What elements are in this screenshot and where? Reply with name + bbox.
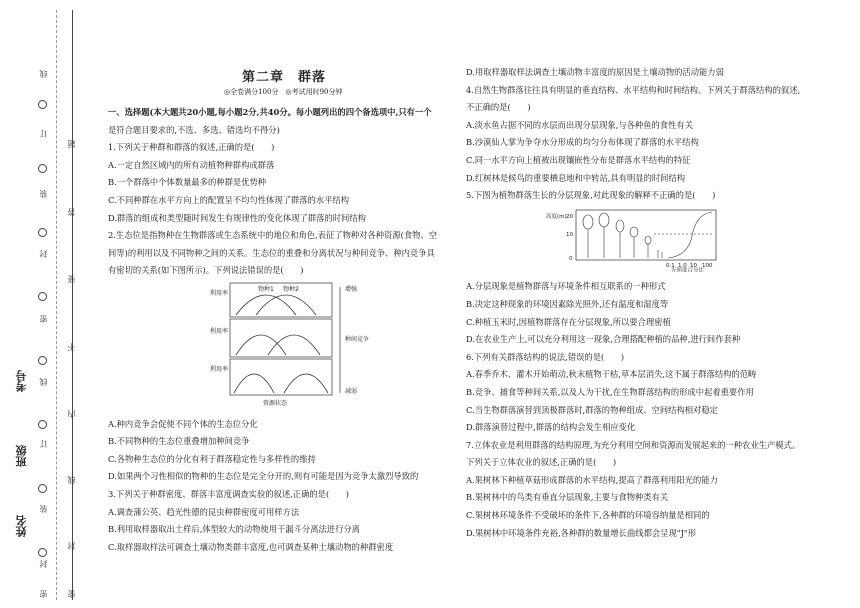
- text-line: D.群落的组成和类型随时间发生有规律性的变化体现了群落的时间结构: [108, 212, 366, 223]
- text-line: 6.下列有关群落结构的说法,错误的是( ): [466, 351, 625, 362]
- binding-dashed-line: [56, 10, 57, 600]
- text-line: D.红树林是候鸟的重要栖息地和中转站,具有明显的时间结构: [466, 172, 686, 183]
- name-label: 姓名: [15, 515, 28, 537]
- text-line: B.沙漠仙人掌为争夺水分形成的均匀分布体现了群落的水平结构: [466, 137, 699, 148]
- text-line: 4.自然生物群落往往具有明显的垂直结构、水平结构和时间结构。下列关于群落结构的叙述,: [466, 84, 801, 95]
- text-line: 5.下图为植物群落生长的分层现象,对此现象的解释不正确的是( ): [466, 190, 716, 201]
- section-heading: 一、选择题(本大题共20小题,每小题2分,共40分。每小题列出的四个备选项中,只有一个: [108, 107, 432, 117]
- arrow-bottom-label: 减弱: [345, 387, 358, 395]
- binding-inner-char: 内: [67, 410, 76, 418]
- species-2-label: 物种2: [283, 285, 299, 293]
- text-line: C.种植玉米时,因植物群落存在分层现象,所以要合理密植: [466, 316, 671, 327]
- binding-inner-char: 不: [67, 343, 76, 351]
- text-line: 不正确的是( ): [466, 102, 531, 113]
- text-line: A.春季乔木、灌木开始萌动,秋末植物干枯,草本层消失,这不属于群落结构的范畴: [466, 369, 757, 380]
- x-tick: 0.1: [666, 262, 675, 269]
- text-line: D.如果两个习性相似的物种的生态位是完全分开的,则有可能是因为竞争太激烈导致的: [108, 471, 419, 482]
- text-line: 间等)的利用以及不同物种之间的关系。生态位的重叠和分离状况与种间竞争、种内竞争具: [108, 247, 435, 258]
- species-1-label: 物种1: [258, 285, 274, 293]
- binding-inner-char: 线: [67, 476, 76, 484]
- text-line: A.淡水鱼占据不同的水层而出现分层现象,与各种鱼的食性有关: [466, 119, 693, 130]
- binding-hole: [38, 420, 47, 429]
- text-line: B.不同物种的生态位重叠增加种间竞争: [108, 436, 250, 447]
- text-line: A.分层现象是植物群落与环境条件相互联系的一种形式: [466, 281, 666, 292]
- y-axis-label: 利用率: [210, 327, 229, 335]
- binding-char: 线: [39, 70, 48, 78]
- binding-inner-char: 答: [67, 208, 76, 216]
- y-tick: 20: [566, 213, 573, 220]
- text-line: A.种内竞争会促使不同个体的生态位分化: [108, 418, 258, 429]
- plant-layering-figure: [466, 206, 766, 272]
- x-tick: 10: [690, 262, 697, 269]
- binding-char: 封: [39, 250, 48, 258]
- binding-hole: [38, 484, 47, 493]
- text-line: B.竞争、捕食等种间关系,以及人为干扰,在生物群落结构的形成中起着重要作用: [466, 386, 754, 397]
- binding-char: 订: [39, 440, 48, 448]
- y-axis-label: 利用率: [210, 289, 229, 297]
- text-line: 3.下列关于种群密度、群落丰富度调查实验的叙述,正确的是( ): [108, 488, 350, 499]
- text-line: C.各物种生态位的分化有利于群落稳定性与多样性的维持: [108, 453, 316, 464]
- text-line: A.调查蒲公英、趋光性德的昆虫种群密度可用样方法: [108, 506, 300, 517]
- arrow-top-label: 增强: [345, 285, 358, 293]
- binding-inner-char: 要: [67, 275, 76, 283]
- niche-overlap-figure: [108, 281, 408, 409]
- binding-solid-line: [72, 10, 73, 600]
- right-column: [466, 64, 800, 542]
- binding-inner-char: 题: [67, 140, 76, 148]
- binding-hole: [38, 100, 47, 109]
- binding-char: 线: [39, 378, 48, 386]
- binding-hole: [38, 292, 47, 301]
- binding-char: 密: [39, 590, 48, 598]
- binding-char: 装: [39, 505, 48, 513]
- text-line: 是符合题目要求的,不选、多选、错选均不得分): [108, 124, 280, 135]
- exam-number-label: 考号: [15, 370, 28, 392]
- text-line: A.一定自然区域内的所有动植物种群构成群落: [108, 159, 275, 170]
- text-line: B.利用取样器取出土样后,体型较大的动物使用干漏斗分离法进行分离: [108, 524, 360, 535]
- y-tick: 10: [566, 231, 573, 238]
- binding-char: 密: [39, 315, 48, 323]
- binding-char: 订: [39, 130, 48, 138]
- binding-hole: [38, 164, 47, 173]
- y-tick: 0: [569, 255, 573, 262]
- binding-inner-char: 密: [67, 590, 76, 598]
- x-axis-label: 资源状态: [263, 399, 288, 407]
- text-line: C.取样器取样法可调查土壤动物类群丰富度,也可调查某种土壤动物的种群密度: [108, 541, 394, 552]
- text-line: D.果树林中环境条件充裕,各种群的数量增长曲线都会呈现"J"形: [466, 527, 697, 538]
- x-tick: 1.0: [678, 262, 687, 269]
- text-line: B.果树林中的鸟类有垂直分层现象,主要与食物种类有关: [466, 492, 669, 503]
- text-line: B.决定这种现象的环境因素除光照外,还有温度和湿度等: [466, 298, 669, 309]
- y-axis-label: 高度(m): [546, 213, 567, 220]
- text-line: 7.立体农业是利用群落的结构原理,为充分利用空间和资源而发展起来的一种农业生产模式。: [466, 439, 801, 450]
- left-column: [108, 104, 437, 556]
- binding-hole: [38, 228, 47, 237]
- binding-char: 装: [39, 190, 48, 198]
- text-line: 1.下列关于种群和群落的叙述,正确的是( ): [108, 142, 275, 153]
- binding-hole: [38, 548, 47, 557]
- binding-inner-char: 封: [67, 542, 76, 550]
- binding-char: 封: [39, 560, 48, 568]
- exam-info: ◎全卷满分100分 ◎考试用时90分钟: [224, 88, 343, 96]
- x-axis-label: 光照度百分比: [671, 267, 705, 272]
- text-line: 2.生态位是指物种在生物群落或生态系统中的地位和角色,表征了物种对各种资源(食物、空: [108, 230, 438, 241]
- text-line: 下列关于立体农业的叙述,正确的是( ): [466, 457, 617, 468]
- text-line: C.当生物群落演替到顶极群落时,群落的物种组成、空间结构相对稳定: [466, 404, 718, 415]
- text-line: A.果树林下种植草菇形成群落的水平结构,提高了群落利用阳光的能力: [466, 474, 718, 485]
- text-line: C.同一水平方向上植被出现镶嵌性分布是群落水平结构的特征: [466, 154, 691, 165]
- x-tick: 100: [702, 262, 713, 269]
- text-line: B.一个群落中个体数量最多的种群是优势种: [108, 177, 267, 188]
- y-axis-label: 利用率: [210, 365, 229, 373]
- binding-margin: [0, 0, 84, 608]
- arrow-mid-label: 种间竞争: [345, 335, 370, 343]
- page-title: 第二章 群落: [242, 70, 327, 85]
- class-label: 班级: [15, 445, 28, 467]
- text-line: D.用取样器取样法调查土壤动物丰富度的原因是土壤动物的活动能力弱: [466, 67, 724, 77]
- text-line: 有密切的关系(如下图所示)。下列说法错误的是( ): [108, 265, 304, 276]
- text-line: D.在农业生产上,可以充分利用这一现象,合理搭配种植的品种,进行间作套种: [466, 334, 741, 345]
- binding-hole: [38, 356, 47, 365]
- text-line: D.群落演替过程中,群落的结构会发生相应变化: [466, 422, 636, 433]
- text-line: C.不同种群在水平方向上的配置呈不均匀性体现了群落的水平结构: [108, 194, 350, 205]
- text-line: C.果树林环境条件不受破坏的条件下,各种群的环境容纳量是相同的: [466, 510, 710, 521]
